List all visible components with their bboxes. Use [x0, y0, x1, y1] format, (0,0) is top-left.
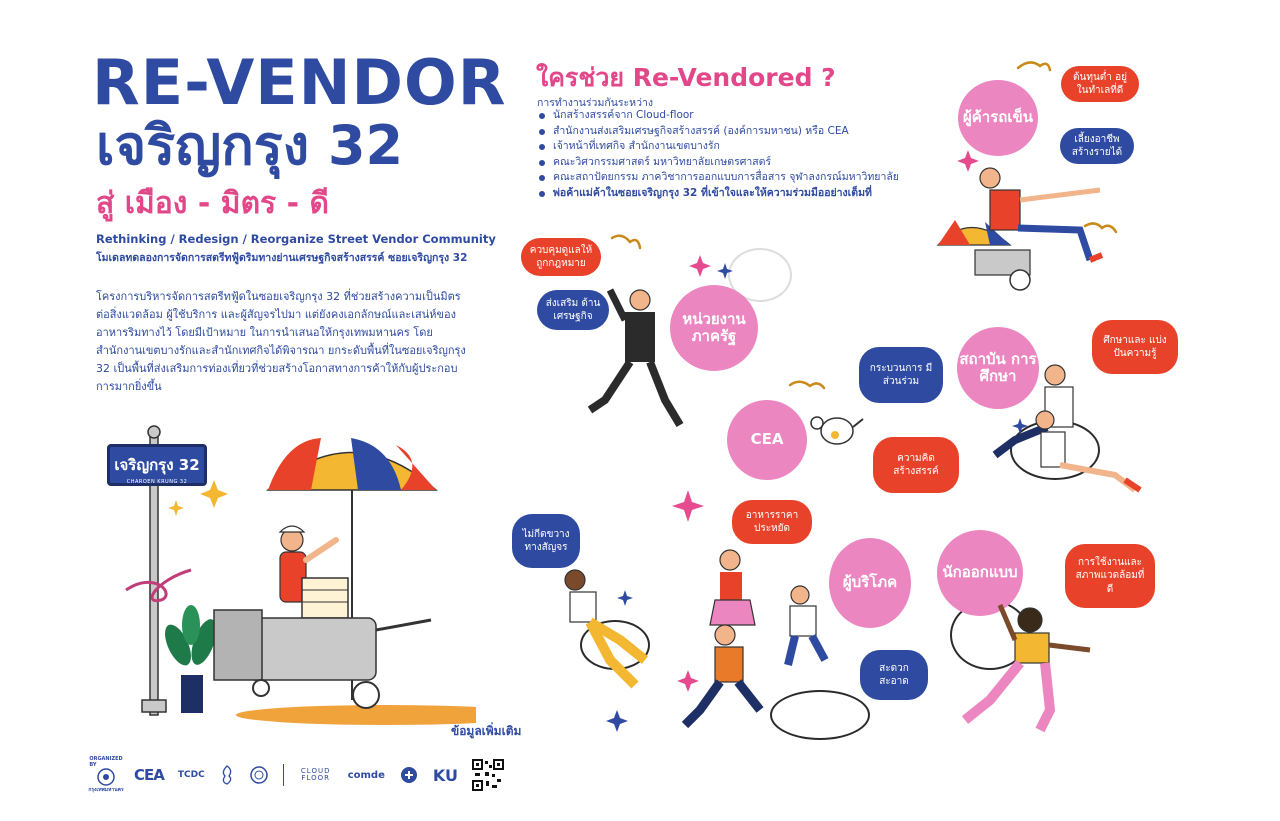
organized-by-label: ORGANIZED BY: [89, 756, 123, 768]
teapot-icon: [805, 405, 865, 450]
cea-label: CEA: [750, 430, 784, 449]
cea-bubble-participation: [859, 347, 943, 403]
title-re-vendor: RE-VENDOR: [92, 46, 507, 119]
university-emblem-icon: [399, 765, 419, 785]
more-info-link[interactable]: ข้อมูลเพิ่มเติม: [451, 724, 522, 738]
consumer-bubble-traffic-text: ไม่กีดขวาง ทางสัญจร: [522, 528, 570, 553]
gov-bubble-economy-text: ส่งเสริม ด้านเศรษฐกิจ: [545, 297, 601, 322]
consumer-bubble-price-text: อาหารราคา ประหยัด: [745, 509, 799, 534]
partner-item: คณะสถาปัตยกรรม ภาควิชาการออกแบบการสื่อสาร จุฬาลงกรณ์มหาวิทยาลัย: [537, 170, 899, 186]
cea-logo: CEA: [134, 766, 164, 784]
tcdc-logo: TCDC: [177, 770, 205, 780]
bma-seal-icon: [97, 768, 115, 786]
cea-circle: [727, 400, 807, 480]
cea-bubble-creativity: [873, 437, 959, 493]
partner-item: นักสร้างสรรค์จาก Cloud-floor: [537, 108, 899, 124]
ku-logo: KU: [432, 765, 458, 785]
edu-label: สถาบัน การศึกษา: [959, 349, 1037, 385]
subtitle-th: โมเดลทดลองการจัดการสตรีทฟู้ดริมทางย่านเศรษฐกิจสร้างสรรค์ ซอยเจริญกรุง 32: [96, 252, 468, 264]
description: โครงการบริหารจัดการสตรีทฟู้ดในซอยเจริญกรุง 32 ที่ช่วยสร้างความเป็นมิตรต่อสิ่งแวดล้อม ผู้ใช้บริการ และผู้สัญจรไปมา แต่ยังคงเอกลักษณ์และเสน่ห์ของอาหารริมทางไว้ โดยมีเป้าหมาย ในการนำเสนอให้กรุงเทพมหานคร โดยสำนักงานเขตบางรักและสำนักเทศกิจได้พิจารณา ยกระดับพื้นที่ในซอยเจริญกรุง 32 เป็นพื้นที่ส่งเสริมการท่องเที่ยวที่ช่วยสร้างโอกาสทางการค้าให้กับผู้ประกอบการมากยิ่งขึ้น: [96, 290, 466, 393]
designer-bubble-environment-text: การใช้งานและ สภาพแวดล้อมที่ดี: [1075, 556, 1145, 595]
consumer-circle: [829, 538, 911, 628]
designer-bubble-environment: [1065, 544, 1155, 608]
comde-logo: comde: [347, 769, 385, 781]
consumer-bubble-clean-text: สะดวก สะอาด: [879, 662, 909, 687]
designer-illustration: [960, 600, 1110, 740]
officer-illustration: [585, 270, 695, 435]
section-heading: ใครช่วย Re-Vendored ?: [536, 63, 836, 92]
street-sign-sublabel: CHAROEN KRUNG 32: [126, 479, 188, 485]
partner-logo-strip: [88, 756, 504, 794]
partner-list: [537, 108, 899, 201]
cea-bubble-participation-text: กระบวนการ มีส่วนร่วม: [869, 362, 933, 387]
vendor-label: ผู้ค้ารถเข็น: [962, 108, 1034, 127]
vendor-circle: [958, 80, 1038, 156]
vendor-bubble-cost: [1061, 66, 1139, 102]
subtitle-en: Rethinking / Redesign / Reorganize Street Vendor Community: [96, 232, 496, 246]
partner-item: สำนักงานส่งเสริมเศรษฐกิจสร้างสรรค์ (องค์การมหาชน) หรือ CEA: [537, 124, 899, 140]
street-sign: [107, 444, 207, 486]
qr-code-icon[interactable]: [472, 759, 504, 791]
vendor-bubble-cost-text: ต้นทุนต่ำ อยู่ในทำเลที่ดี: [1073, 71, 1127, 96]
cea-bubble-creativity-text: ความคิด สร้างสรรค์: [893, 452, 939, 477]
consumer-bubble-price: [732, 500, 812, 544]
gov-label: หน่วยงาน ภาครัฐ: [682, 309, 746, 345]
partner-item: เจ้าหน้าที่เทศกิจ สำนักงานเขตบางรัก: [537, 139, 899, 155]
edu-bubble-knowledge-text: ศึกษาและ แบ่งปันความรู้: [1103, 334, 1167, 359]
cloud-floor-logo: CLOUD FLOOR: [300, 767, 331, 782]
consumers-illustration: [560, 540, 840, 740]
title-charoenkrung: เจริญกรุง 32: [96, 114, 404, 177]
coop-intro: การทำงานร่วมกันระหว่าง: [537, 97, 654, 109]
vendor-person-illustration: [930, 150, 1110, 300]
vendor-bubble-income-text: เลี้ยงอาชีพ สร้างรายได้: [1071, 133, 1123, 158]
students-illustration: [975, 360, 1145, 500]
tagline: สู่ เมือง - มิตร - ดี: [96, 186, 329, 221]
consumer-label: ผู้บริโภค: [842, 573, 898, 592]
consumer-bubble-clean: [860, 650, 928, 700]
city-emblem-icon: [219, 764, 235, 786]
partner-item: คณะวิศวกรรมศาสตร์ มหาวิทยาลัยเกษตรศาสตร์: [537, 155, 899, 171]
designer-label: นักออกแบบ: [942, 563, 1018, 582]
district-seal-icon: [249, 765, 269, 785]
gov-bubble-law-text: ควบคุมดูแลให้ ถูกกฎหมาย: [529, 244, 593, 269]
logo-divider: [283, 764, 284, 786]
partner-item: พ่อค้าแม่ค้าในซอยเจริญกรุง 32 ที่เข้าใจและให้ความร่วมมืออย่างเต็มที่: [537, 186, 899, 202]
street-sign-label: เจริญกรุง 32: [114, 456, 200, 474]
bma-label: กรุงเทพมหานคร: [88, 787, 124, 793]
bma-logo: [88, 756, 124, 794]
